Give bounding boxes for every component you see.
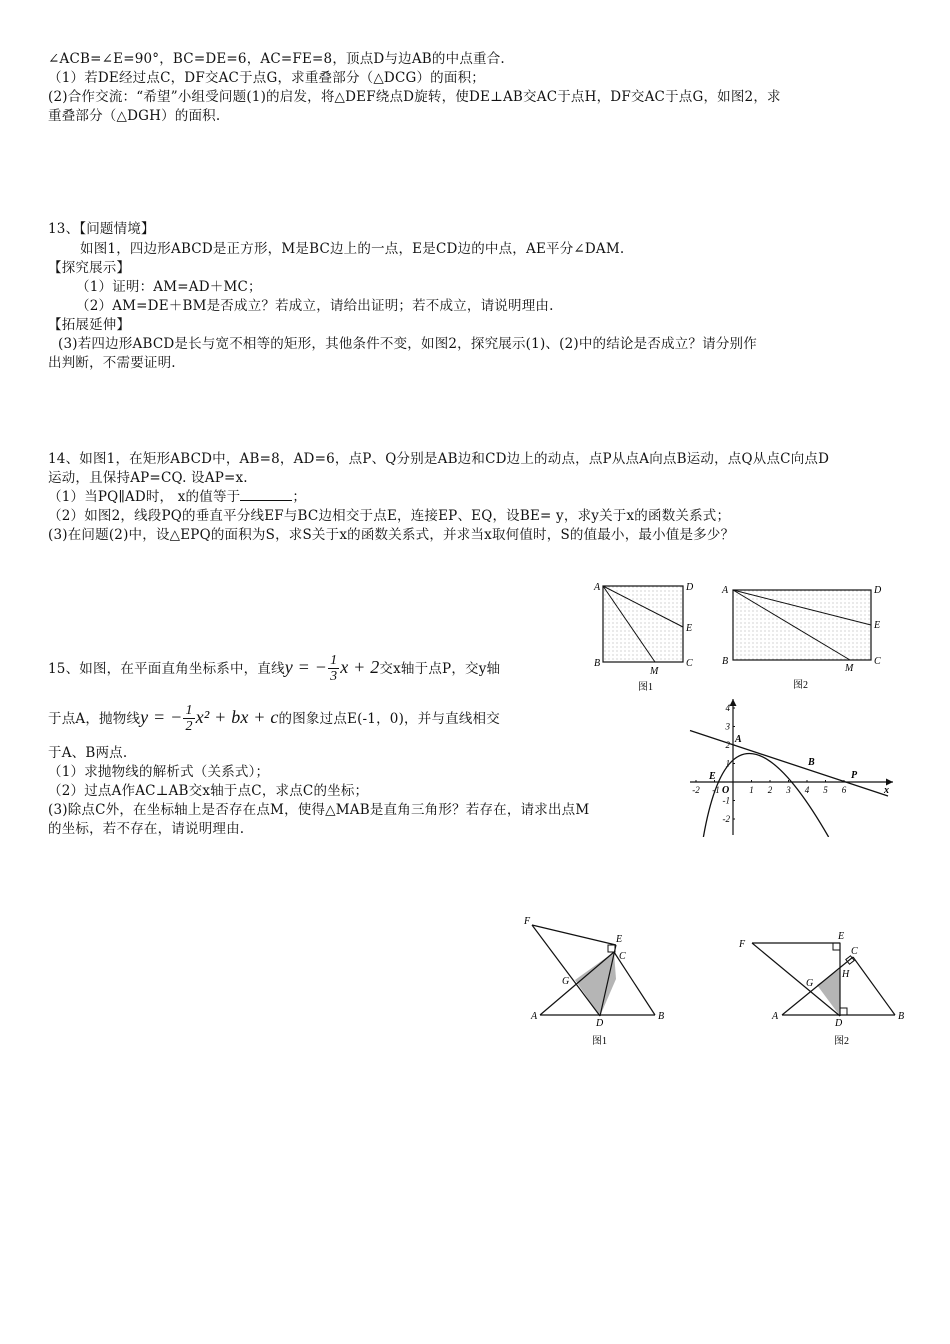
x-tick-5: 5 <box>823 785 828 795</box>
label-g-2: G <box>806 978 814 989</box>
q15-part1: （1）求抛物线的解析式（关系式）； <box>48 764 270 780</box>
label-a-2: A <box>722 585 729 596</box>
segment-cb-2 <box>853 957 895 1015</box>
x-tick-6: 6 <box>841 785 847 795</box>
q13-part3a: (3)若四边形ABCD是长与宽不相等的矩形，其他条件不变，如图2，探究展示(1)、(2)中的结论是否成立？请分别作 <box>58 336 757 352</box>
q15-part3b: 的坐标，若不存在，请说明理由. <box>48 821 245 837</box>
q13-extend-title: 【拓展延伸】 <box>48 317 131 333</box>
q15-text-c: 于点A，抛物线 <box>48 711 141 727</box>
q15-figure <box>688 697 898 837</box>
label-d: D <box>596 1018 604 1029</box>
q13-figure-2 <box>721 585 882 691</box>
fig12-caption-2: 图2 <box>834 1036 849 1047</box>
q15-line3: 于A、B两点. <box>48 745 128 761</box>
fig12-2-labels <box>738 931 904 1029</box>
q15-text-d: 的图象过点E(-1，0)，并与直线相交 <box>278 711 500 727</box>
label-e-2: E <box>874 620 881 631</box>
q13-part1: （1）证明：AM=AD＋MC； <box>76 279 262 295</box>
right-angle-e-2 <box>833 943 840 950</box>
label-d-2: D <box>835 1018 843 1029</box>
y-tick-1: 1 <box>725 758 730 769</box>
label-b: B <box>808 757 815 768</box>
label-e: E <box>686 623 693 634</box>
label-c: C <box>686 658 693 669</box>
q15-part3a: (3)除点C外，在坐标轴上是否存在点M，使得△MAB是直角三角形？若存在，请求出点M <box>48 802 590 818</box>
para-eq-rhs: x² + bx + c <box>195 707 279 727</box>
line-eq-num: 1 <box>330 653 338 669</box>
q15-text-a: 15、如图，在平面直角坐标系中，直线 <box>48 661 285 677</box>
q12-line2: （1）若DE经过点C，DF交AC于点G，求重叠部分（△DCG）的面积； <box>48 70 485 86</box>
answer-blank[interactable] <box>240 488 292 501</box>
q14-line1: 14、如图1，在矩形ABCD中，AB=8，AD=6，点P、Q分别是AB边和CD边上的动点，点P从点A向点B运动，点Q从点C向点D <box>48 451 830 467</box>
q15-text-b: 交x轴于点P，交y轴 <box>379 661 501 677</box>
label-b: B <box>594 658 601 669</box>
label-b-2: B <box>722 656 729 667</box>
label-b: B <box>658 1011 665 1022</box>
label-c-2: C <box>874 656 881 667</box>
label-b-2: B <box>898 1011 905 1022</box>
q12-line3: (2)合作交流：“希望”小组受问题(1)的启发，将△DEF绕点D旋转，使DE⊥AB交AC于点H，DF交AC于点G，如图2，求 <box>48 89 781 105</box>
para-eq-num: 1 <box>185 703 193 719</box>
q14-part2: （2）如图2，线段PQ的垂直平分线EF与BC边相交于点E，连接EP、EQ，设BE= y，求y关于x的函数关系式； <box>48 508 731 524</box>
y-tick-3: 3 <box>725 721 730 732</box>
label-c-2: C <box>851 946 858 957</box>
q13-explore-title: 【探究展示】 <box>48 260 131 276</box>
right-angle-e <box>608 945 615 952</box>
label-e: E <box>709 771 716 782</box>
label-m: M <box>650 666 659 677</box>
q13-part2: （2）AM=DE＋BM是否成立？若成立，请给出证明；若不成立，请说明理由. <box>76 298 554 314</box>
rectangle-abcd <box>733 590 871 660</box>
q15-graph-svg <box>688 697 898 837</box>
q14-part1-text: （1）当PQ∥AD时， x的值等于 <box>48 489 241 505</box>
x-tick-4: 4 <box>804 785 810 795</box>
label-f: F <box>524 916 531 927</box>
label-p: P <box>851 770 858 781</box>
label-d-2: D <box>874 585 882 596</box>
q12-figure-2 <box>738 931 904 1047</box>
fig12-caption-1: 图1 <box>592 1036 607 1047</box>
overlap-dcg <box>575 952 616 1016</box>
line-eq-fraction <box>328 653 339 684</box>
q14-part1 <box>48 488 306 507</box>
origin-label: O <box>722 785 730 796</box>
q14-part1-end: ； <box>292 489 307 505</box>
para-eq-fraction <box>183 703 194 734</box>
label-f-2: F <box>739 939 746 950</box>
q14-line2: 运动，且保持AP=CQ. 设AP=x. <box>48 470 248 486</box>
label-c: C <box>619 951 626 962</box>
para-eq-lhs: y = − <box>140 707 183 727</box>
para-eq-den: 2 <box>185 719 193 735</box>
line-eq-rhs: x + 2 <box>340 657 380 677</box>
label-a: A <box>531 1011 538 1022</box>
label-e: E <box>616 934 623 945</box>
y-tick--2: -2 <box>722 814 730 824</box>
label-g: G <box>562 976 570 987</box>
q12-figures-svg <box>520 913 905 1053</box>
parabola-equation <box>140 703 279 735</box>
label-a: A <box>735 734 742 745</box>
segment-ac-2 <box>782 957 853 1015</box>
q12-line4: 重叠部分（△DGH）的面积. <box>48 108 221 124</box>
x-tick--2: -2 <box>692 785 700 795</box>
line-eq-lhs: y = − <box>284 657 328 677</box>
right-angle-d-2 <box>840 1008 847 1015</box>
x-tick-1: 1 <box>749 785 754 795</box>
q13-figure-1 <box>593 582 694 693</box>
q13-figures-svg <box>588 578 898 698</box>
line-eq-den: 3 <box>330 669 338 685</box>
label-e-2: E <box>838 931 845 942</box>
y-tick-2: 2 <box>725 740 730 750</box>
q14-part3: (3)在问题(2)中，设△EPQ的面积为S，求S关于x的函数关系式，并求当x取何值时，S的值最小，最小值是多少？ <box>48 527 735 543</box>
q13-header: 13、【问题情境】 <box>48 221 155 237</box>
x-tick--1: -1 <box>712 785 720 795</box>
x-tick-3: 3 <box>786 785 791 795</box>
q15-line2 <box>48 702 500 734</box>
x-axis-label: x <box>884 785 889 796</box>
x-tick-2: 2 <box>767 785 773 795</box>
y-tick--1: -1 <box>722 795 730 806</box>
label-m-2: M <box>845 663 854 674</box>
fig13-caption-1: 图1 <box>638 682 653 693</box>
q12-figures <box>520 913 905 1053</box>
fig13-caption-2: 图2 <box>793 680 808 691</box>
q15-part2: （2）过点A作AC⊥AB交x轴于点C，求点C的坐标； <box>48 783 369 799</box>
overlap-dgh <box>817 969 840 1016</box>
label-a: A <box>594 582 601 593</box>
q13-figures <box>588 578 898 698</box>
y-axis-arrow <box>730 699 737 706</box>
q15-line1 <box>48 652 500 684</box>
q13-part3b: 出判断，不需要证明. <box>48 355 176 371</box>
q13-intro: 如图1，四边形ABCD是正方形，M是BC边上的一点，E是CD边的中点，AE平分∠DAM. <box>80 241 625 257</box>
label-a-2: A <box>772 1011 779 1022</box>
q12-figure-1 <box>523 916 664 1047</box>
label-h-2: H <box>842 969 850 980</box>
square-abcd <box>603 586 683 662</box>
label-d: D <box>686 582 694 593</box>
line-equation <box>284 653 380 685</box>
y-tick-4: 4 <box>725 703 730 713</box>
q12-line1: ∠ACB=∠E=90°，BC=DE=6，AC=FE=8，顶点D与边AB的中点重合. <box>48 51 505 67</box>
